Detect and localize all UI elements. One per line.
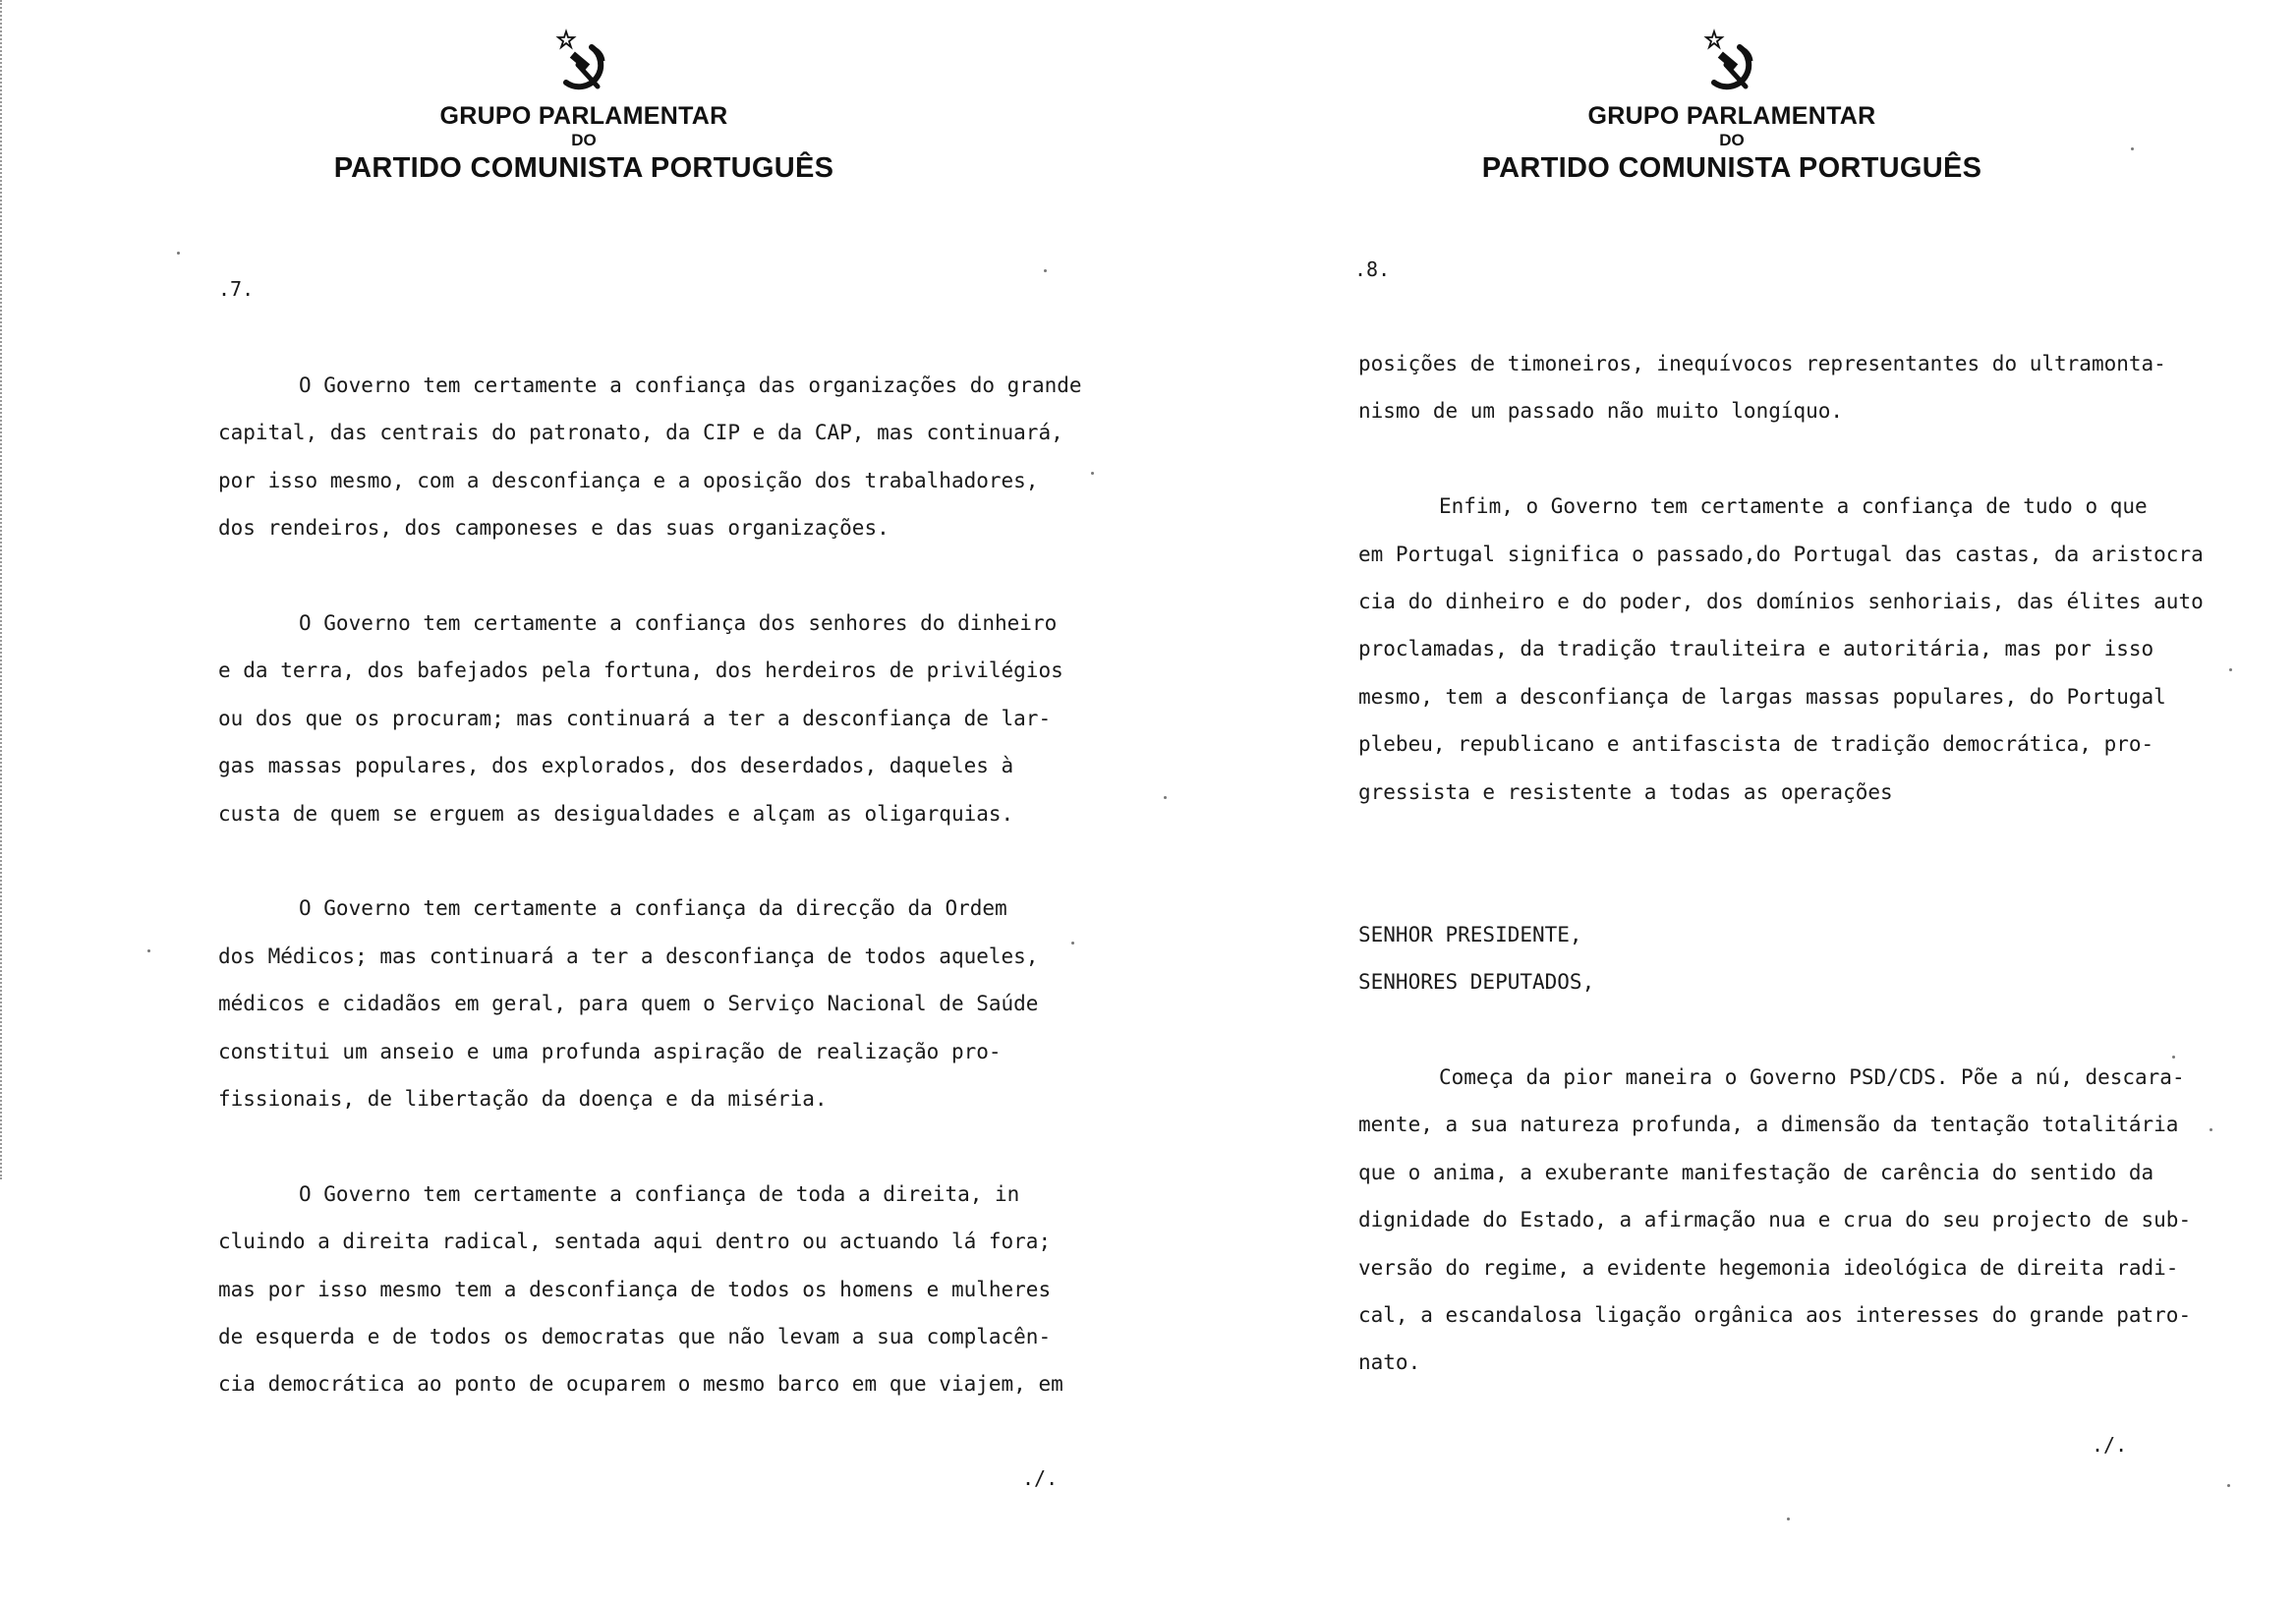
- continuation-mark: ./.: [1022, 1466, 1059, 1490]
- hammer-sickle-star-icon: [552, 28, 615, 98]
- text-line: nismo de um passado não muito longíquo.: [1358, 399, 1844, 424]
- text-line: dos rendeiros, dos camponeses e das suas organizações.: [218, 516, 890, 541]
- letterhead-line-2: DO: [1719, 131, 1745, 149]
- text-line: O Governo tem certamente a confiança de toda a direita, in: [299, 1181, 1020, 1206]
- salutation: [1358, 911, 2204, 1006]
- text-line: constitui um anseio e uma profunda aspiração de realização pro-: [218, 1039, 1002, 1063]
- text-line: O Governo tem certamente a confiança das organizações do grande: [299, 373, 1082, 397]
- text-line: SENHOR PRESIDENTE,: [1358, 922, 1582, 946]
- letterhead-line-3: PARTIDO COMUNISTA PORTUGUÊS: [1481, 152, 1982, 184]
- text-line: plebeu, republicano e antifascista de tradição democrática, pro-: [1358, 732, 2154, 757]
- text-line: médicos e cidadãos em geral, para quem o Serviço Nacional de Saúde: [218, 992, 1039, 1016]
- paragraph: [218, 362, 1082, 552]
- text-line: SENHORES DEPUTADOS,: [1358, 970, 1595, 995]
- text-line: nato.: [1358, 1350, 1421, 1375]
- text-line: por isso mesmo, com a desconfiança e a oposição dos trabalhadores,: [218, 468, 1039, 492]
- hammer-sickle-star-icon: [1700, 28, 1763, 98]
- text-line: de esquerda e de todos os democratas que não levam a sua complacên-: [218, 1325, 1052, 1349]
- paragraph: [218, 1171, 1082, 1408]
- right-letterhead: [1158, 28, 2296, 185]
- right-page: [1148, 0, 2296, 1604]
- text-line: cia do dinheiro e do poder, dos domínios senhoriais, das élites auto: [1358, 590, 2204, 614]
- text-line: gas massas populares, dos explorados, dos deserdados, daqueles à: [218, 754, 1014, 778]
- text-line: posições de timoneiros, inequívocos representantes do ultramonta-: [1358, 352, 2166, 375]
- text-line: O Governo tem certamente a confiança dos senhores do dinheiro: [299, 611, 1058, 636]
- text-line: dos Médicos; mas continuará a ter a desconfiança de todos aqueles,: [218, 944, 1039, 968]
- text-line: Enfim, o Governo tem certamente a confiança de tudo o que: [1439, 494, 2148, 519]
- paragraph: [1358, 483, 2204, 816]
- continuation-mark: ./.: [2092, 1433, 2128, 1457]
- letterhead-line-1: GRUPO PARLAMENTAR: [439, 102, 728, 130]
- text-line: custa de quem se erguem as desigualdades e alçam as oligarquias.: [218, 801, 1014, 826]
- text-line: mente, a sua natureza profunda, a dimensão da tentação totalitária: [1358, 1113, 2179, 1137]
- text-line: O Governo tem certamente a confiança da direcção da Ordem: [299, 896, 1007, 921]
- paragraph: [1358, 1054, 2204, 1387]
- page-number: .8.: [1354, 258, 1391, 281]
- text-line: proclamadas, da tradição trauliteira e autoritária, mas por isso: [1358, 637, 2154, 661]
- letterhead-line-1: GRUPO PARLAMENTAR: [1587, 102, 1876, 130]
- page-number: .7.: [218, 277, 255, 301]
- letterhead-line-2: DO: [571, 131, 597, 149]
- text-line: mesmo, tem a desconfiança de largas massas populares, do Portugal: [1358, 684, 2166, 709]
- text-line: capital, das centrais do patronato, da CIP e da CAP, mas continuará,: [218, 421, 1063, 445]
- text-line: dignidade do Estado, a afirmação nua e crua do seu projecto de sub-: [1358, 1208, 2192, 1232]
- text-line: que o anima, a exuberante manifestação de carência do sentido da: [1358, 1160, 2154, 1184]
- text-line: cia democrática ao ponto de ocuparem o mesmo barco em que viajem, em: [218, 1372, 1063, 1397]
- text-line: e da terra, dos bafejados pela fortuna, dos herdeiros de privilégios: [218, 659, 1063, 683]
- paragraph: [218, 600, 1082, 837]
- left-letterhead: [10, 28, 1158, 185]
- text-line: fissionais, de libertação da doença e da miséria.: [218, 1087, 828, 1112]
- text-line: em Portugal significa o passado,do Portugal das castas, da aristocra: [1358, 542, 2204, 566]
- right-body-text: [1358, 340, 2204, 1387]
- paragraph: [218, 885, 1082, 1122]
- text-line: cal, a escandalosa ligação orgânica aos interesses do grande patro-: [1358, 1303, 2192, 1328]
- text-line: mas por isso mesmo tem a desconfiança de todos os homens e mulheres: [218, 1277, 1052, 1301]
- text-line: versão do regime, a evidente hegemonia ideológica de direita radi-: [1358, 1255, 2179, 1280]
- paragraph: [1358, 340, 2204, 435]
- letterhead-line-3: PARTIDO COMUNISTA PORTUGUÊS: [333, 152, 834, 184]
- left-body-text: [218, 362, 1082, 1408]
- text-line: gressista e resistente a todas as operações: [1358, 779, 1893, 804]
- text-line: ou dos que os procuram; mas continuará a ter a desconfiança de lar-: [218, 706, 1052, 730]
- text-line: Começa da pior maneira o Governo PSD/CDS. Põe a nú, descara-: [1439, 1065, 2185, 1090]
- text-line: cluindo a direita radical, sentada aqui dentro ou actuando lá fora;: [218, 1230, 1052, 1254]
